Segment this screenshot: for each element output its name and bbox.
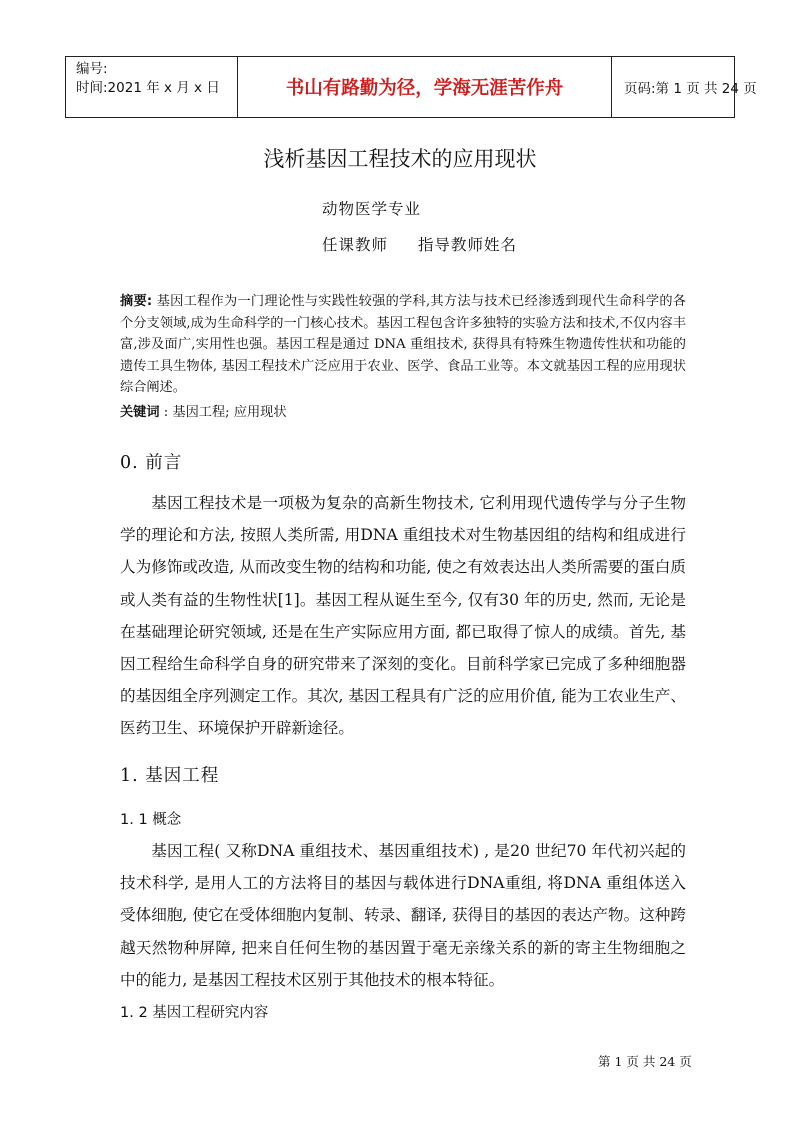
abstract (120, 291, 686, 399)
page-footer: 第 1 页 共 24 页 (598, 1054, 692, 1069)
header-box (65, 56, 757, 118)
section-1-1-paragraph: 基因工程( 又称DNA 重组技术、基因重组技术) , 是20 世纪70 年代初兴起的技术科学, 是用人工的方法将目的基因与载体进行DNA重组, 将DNA 重组体送入受体细胞, 使它在受体细胞内复制、转录、翻译, 获得目的基因的表达产物。这种跨越天然物种屏障, 把来自任何生物的基因置于毫无亲缘关系的新的寄主生物细胞之中的能力, 是基因工程技术区别于其他技术的根本特征。 (120, 842, 686, 989)
keywords-label: 关键词 (120, 405, 160, 420)
number-label: 编号: (76, 61, 108, 77)
section-0-paragraph: 基因工程技术是一项极为复杂的高新生物技术, 它利用现代遗传学与分子生物学的理论和方法, 按照人类所需, 用DNA 重组技术对生物基因组的结构和组成进行人为修饰或改造, 从而改变生物的结构和功能, 使之有效表达出人类所需要的蛋白质或人类有益的生物性状[1]。基因工程从诞生至今, 仅有30 年的历史, 然而, 无论是在基础理论研究领域, 还是在生产实际应用方面, 都已取得了惊人的成绩。首先, 基因工程给生命科学自身的研究带来了深刻的变化。目前科学家已完成了多种细胞器的基因组全序列测定工作。其次, 基因工程具有广泛的应用价值, 能为工农业生产、医药卫生、环境保护开辟新途径。 (120, 494, 686, 738)
advisor-label: 指导教师姓名 (418, 236, 518, 254)
abstract-text: 基因工程作为一门理论性与实践性较强的学科,其方法与技术已经渗透到现代生命科学的各个分支领域,成为生命科学的一门核心技术。基因工程包含许多独特的实验方法和技术,不仅内容丰富,涉及面广,实用性也强。基因工程是通过 DNA 重组技术, 获得具有特殊生物遗传性状和功能的遗传工具生物体, 基因工程技术广泛应用于农业、医学、食品工业等。本文就基因工程的应用现状综合阐述。 (120, 294, 686, 395)
keywords (120, 401, 287, 420)
header-slogan: 书山有路勤为径，学海无涯苦作舟 (238, 57, 612, 117)
teacher-line (322, 233, 517, 255)
section-1-2-heading: 1. 2 基因工程研究内容 (120, 1005, 269, 1021)
time-label: 时间:2021 年 x 月 x 日 (76, 80, 220, 96)
section-1-1-heading: 1. 1 概念 (120, 812, 182, 828)
header-page-label: 页码:第 1 页 共 24 页 (624, 81, 757, 97)
section-1-heading: 1. 基因工程 (120, 766, 220, 786)
section-0-heading: 0. 前言 (120, 453, 183, 473)
keywords-text: : 基因工程; 应用现状 (159, 405, 287, 420)
major-line: 动物医学专业 (322, 200, 422, 218)
document-title: 浅析基因工程技术的应用现状 (263, 147, 537, 171)
abstract-label: 摘要: (120, 294, 153, 309)
header-left-cell (66, 57, 238, 117)
teacher-label: 任课教师 (322, 236, 389, 254)
